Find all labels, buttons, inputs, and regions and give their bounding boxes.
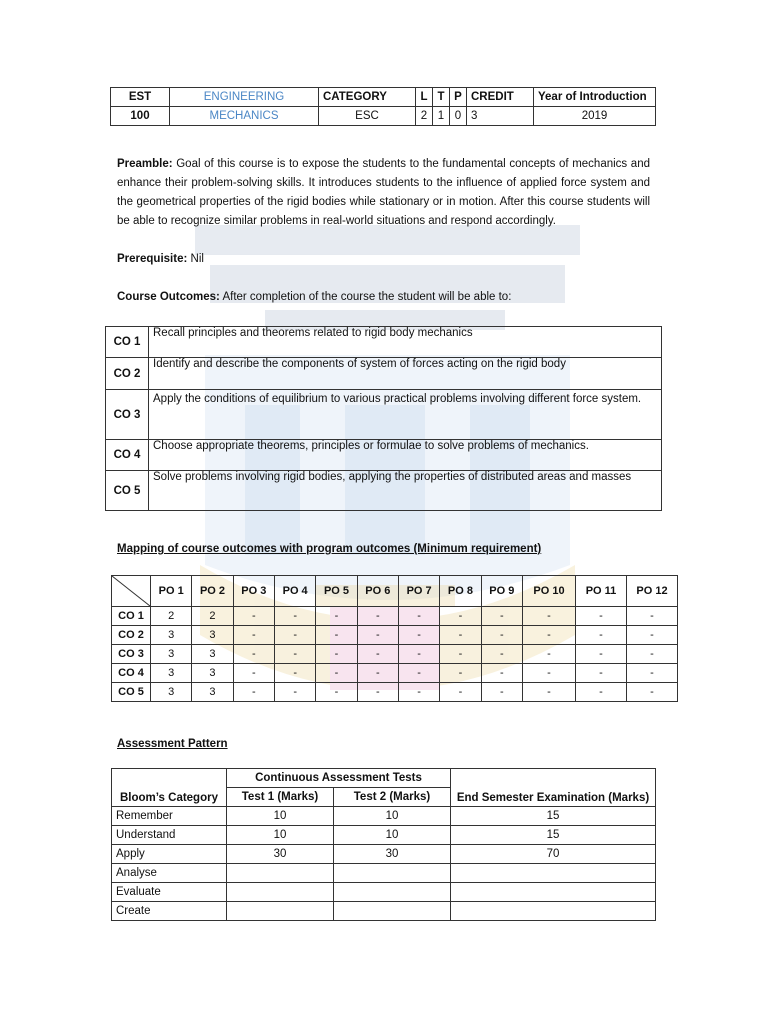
co-description: Identify and describe the components of system of forces acting on the rigid body (149, 358, 662, 390)
po-header: PO 4 (274, 576, 315, 607)
mapping-cell: - (523, 645, 576, 664)
co-row (106, 390, 662, 440)
mapping-cell: 3 (151, 645, 192, 664)
co-code: CO 5 (106, 471, 149, 511)
mapping-cell: - (481, 607, 522, 626)
mapping-cell: - (440, 645, 481, 664)
prerequisite-line (117, 250, 650, 269)
course-title-line1: ENGINEERING (170, 88, 319, 107)
test2-marks (334, 883, 451, 902)
mapping-row (112, 607, 678, 626)
preamble-label: Preamble: (117, 158, 173, 170)
mapping-cell: - (233, 607, 274, 626)
test2-header: Test 2 (Marks) (334, 788, 451, 807)
mapping-cell: - (627, 626, 678, 645)
end-semester-header: End Semester Examination (Marks) (451, 769, 656, 807)
course-outcomes-table (105, 326, 662, 511)
mapping-row (112, 664, 678, 683)
blooms-category: Evaluate (112, 883, 227, 902)
mapping-cell: - (274, 626, 315, 645)
po-header: PO 6 (357, 576, 398, 607)
mapping-co-label: CO 5 (112, 683, 151, 702)
assessment-row (112, 902, 656, 921)
year-value: 2019 (534, 107, 656, 126)
mapping-cell: - (274, 607, 315, 626)
assessment-row (112, 883, 656, 902)
mapping-cell: - (398, 607, 439, 626)
mapping-cell: - (481, 683, 522, 702)
course-code-line2: 100 (111, 107, 170, 126)
course-outcomes-intro-text: After completion of the course the student will be able to: (219, 291, 512, 303)
mapping-cell: - (481, 645, 522, 664)
co-row (106, 471, 662, 511)
prerequisite-label: Prerequisite: (117, 253, 188, 265)
mapping-cell: - (627, 645, 678, 664)
mapping-cell: - (357, 626, 398, 645)
mapping-row (112, 626, 678, 645)
mapping-cell: 2 (192, 607, 233, 626)
preamble-text: Goal of this course is to expose the students to the fundamental concepts of mechanics and enhance their problem-solving skills. It introduces students to the influence of applied force system and the geometrical properties of the rigid bodies while stationary or in motion. After this course students will be able to recognize similar problems in real-world situations and respond accordingly. (117, 158, 650, 227)
mapping-cell: - (576, 664, 627, 683)
mapping-row (112, 683, 678, 702)
mapping-cell: - (316, 607, 357, 626)
co-description: Recall principles and theorems related to rigid body mechanics (149, 327, 662, 358)
po-header: PO 11 (576, 576, 627, 607)
mapping-cell: 3 (151, 683, 192, 702)
assessment-row (112, 864, 656, 883)
mapping-cell: - (576, 626, 627, 645)
mapping-cell: - (523, 683, 576, 702)
mapping-cell: - (357, 607, 398, 626)
po-header: PO 7 (398, 576, 439, 607)
co-row (106, 358, 662, 390)
co-description: Apply the conditions of equilibrium to various practical problems involving different force system. (149, 390, 662, 440)
assessment-title: Assessment Pattern (117, 738, 228, 750)
mapping-cell: - (316, 683, 357, 702)
mapping-cell: - (576, 645, 627, 664)
mapping-cell: - (627, 683, 678, 702)
mapping-cell: - (440, 607, 481, 626)
mapping-cell: - (398, 683, 439, 702)
mapping-row (112, 645, 678, 664)
t-label: T (433, 88, 450, 107)
mapping-cell: 3 (151, 664, 192, 683)
mapping-cell: - (233, 645, 274, 664)
mapping-co-label: CO 1 (112, 607, 151, 626)
po-header: PO 9 (481, 576, 522, 607)
po-header: PO 3 (233, 576, 274, 607)
assessment-row (112, 807, 656, 826)
mapping-cell: - (523, 626, 576, 645)
course-title-line2: MECHANICS (170, 107, 319, 126)
co-code: CO 2 (106, 358, 149, 390)
category-label: CATEGORY (319, 88, 416, 107)
end-sem-marks (451, 864, 656, 883)
end-sem-marks (451, 883, 656, 902)
mapping-co-label: CO 3 (112, 645, 151, 664)
po-header: PO 12 (627, 576, 678, 607)
end-sem-marks (451, 902, 656, 921)
mapping-cell: 3 (151, 626, 192, 645)
mapping-cell: 3 (192, 683, 233, 702)
mapping-title: Mapping of course outcomes with program outcomes (Minimum requirement) (117, 543, 542, 555)
mapping-cell: - (440, 683, 481, 702)
assessment-header-row (112, 769, 656, 788)
co-code: CO 3 (106, 390, 149, 440)
mapping-cell: - (440, 626, 481, 645)
assessment-row (112, 826, 656, 845)
blooms-category: Analyse (112, 864, 227, 883)
p-value: 0 (450, 107, 467, 126)
mapping-cell: - (357, 664, 398, 683)
mapping-cell: - (357, 645, 398, 664)
mapping-cell: 3 (192, 645, 233, 664)
blooms-category: Apply (112, 845, 227, 864)
mapping-cell: - (233, 626, 274, 645)
course-code-line1: EST (111, 88, 170, 107)
co-description: Choose appropriate theorems, principles or formulae to solve problems of mechanics. (149, 440, 662, 471)
test1-marks: 10 (227, 807, 334, 826)
blooms-category-header: Bloom’s Category (112, 769, 227, 807)
mapping-header-row (112, 576, 678, 607)
mapping-cell: - (576, 683, 627, 702)
mapping-cell: - (398, 664, 439, 683)
category-value: ESC (319, 107, 416, 126)
po-header: PO 5 (316, 576, 357, 607)
course-header-table (110, 87, 656, 126)
year-label: Year of Introduction (534, 88, 656, 107)
mapping-corner-cell (112, 576, 151, 607)
continuous-assessment-header: Continuous Assessment Tests (227, 769, 451, 788)
co-code: CO 1 (106, 327, 149, 358)
po-header: PO 1 (151, 576, 192, 607)
mapping-cell: - (481, 664, 522, 683)
mapping-co-label: CO 4 (112, 664, 151, 683)
test2-marks (334, 902, 451, 921)
co-row (106, 327, 662, 358)
end-sem-marks: 70 (451, 845, 656, 864)
mapping-cell: - (316, 645, 357, 664)
test1-marks (227, 902, 334, 921)
course-outcomes-label: Course Outcomes: (117, 291, 220, 303)
mapping-cell: - (274, 664, 315, 683)
mapping-cell: - (316, 626, 357, 645)
mapping-cell: - (398, 626, 439, 645)
mapping-co-label: CO 2 (112, 626, 151, 645)
mapping-cell: 3 (192, 626, 233, 645)
end-sem-marks: 15 (451, 807, 656, 826)
test2-marks: 10 (334, 826, 451, 845)
l-value: 2 (416, 107, 433, 126)
course-outcomes-intro (117, 288, 650, 307)
mapping-cell: - (233, 683, 274, 702)
mapping-cell: - (523, 664, 576, 683)
blooms-category: Remember (112, 807, 227, 826)
test2-marks (334, 864, 451, 883)
mapping-cell: - (440, 664, 481, 683)
co-description: Solve problems involving rigid bodies, applying the properties of distributed areas and masses (149, 471, 662, 511)
test2-marks: 30 (334, 845, 451, 864)
test2-marks: 10 (334, 807, 451, 826)
mapping-cell: - (274, 645, 315, 664)
mapping-cell: - (481, 626, 522, 645)
mapping-cell: - (316, 664, 357, 683)
po-header: PO 2 (192, 576, 233, 607)
test1-header: Test 1 (Marks) (227, 788, 334, 807)
blooms-category: Create (112, 902, 227, 921)
end-sem-marks: 15 (451, 826, 656, 845)
test1-marks (227, 883, 334, 902)
mapping-cell: - (627, 664, 678, 683)
mapping-cell: 3 (192, 664, 233, 683)
co-po-mapping-table (111, 575, 678, 702)
prerequisite-value: Nil (187, 253, 204, 265)
assessment-pattern-table (111, 768, 656, 921)
test1-marks: 30 (227, 845, 334, 864)
blooms-category: Understand (112, 826, 227, 845)
diagonal-line (112, 576, 150, 606)
l-label: L (416, 88, 433, 107)
po-header: PO 10 (523, 576, 576, 607)
mapping-cell: - (523, 607, 576, 626)
mapping-cell: - (627, 607, 678, 626)
mapping-cell: 2 (151, 607, 192, 626)
credit-value: 3 (467, 107, 534, 126)
mapping-cell: - (398, 645, 439, 664)
co-row (106, 440, 662, 471)
test1-marks: 10 (227, 826, 334, 845)
credit-label: CREDIT (467, 88, 534, 107)
assessment-row (112, 845, 656, 864)
po-header: PO 8 (440, 576, 481, 607)
mapping-cell: - (233, 664, 274, 683)
test1-marks (227, 864, 334, 883)
p-label: P (450, 88, 467, 107)
mapping-cell: - (576, 607, 627, 626)
preamble-paragraph (117, 155, 650, 231)
mapping-cell: - (357, 683, 398, 702)
t-value: 1 (433, 107, 450, 126)
co-code: CO 4 (106, 440, 149, 471)
mapping-cell: - (274, 683, 315, 702)
